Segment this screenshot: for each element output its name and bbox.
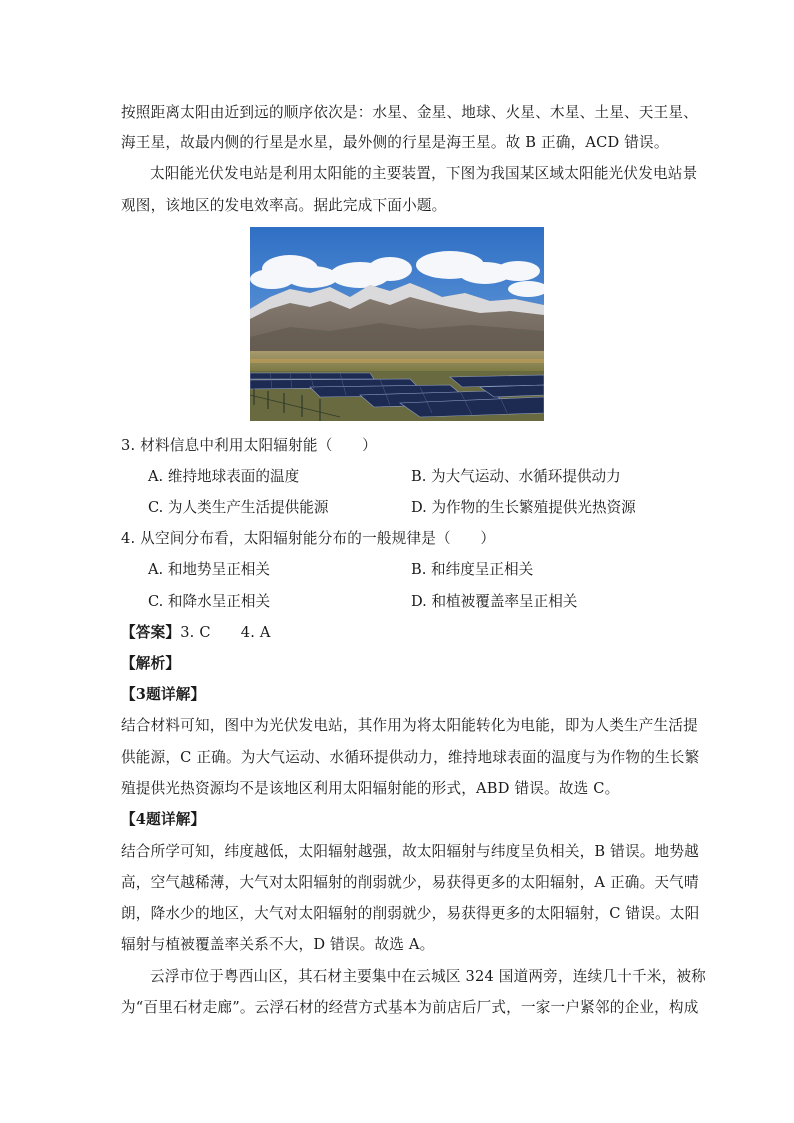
- question-3-stem: 3. 材料信息中利用太阳辐射能（ ）: [121, 437, 377, 454]
- paragraph-line: 海王星，故最内侧的行星是水星，最外侧的行星是海王星。故 B 正确，ACD 错误。: [121, 134, 669, 151]
- q3-analysis-title: 【3题详解】: [121, 686, 206, 703]
- solar-station-photo: [250, 227, 544, 421]
- paragraph-line: 太阳能光伏发电站是利用太阳能的主要装置，下图为我国某区域太阳能光伏发电站景: [150, 165, 698, 182]
- q4-analysis-title: 【4题详解】: [121, 811, 206, 828]
- paragraph-line: 为“百里石材走廊”。云浮石材的经营方式基本为前店后厂式，一家一户紧邻的企业，构成: [121, 999, 699, 1016]
- q3-option-a: A. 维持地球表面的温度: [148, 468, 300, 485]
- paragraph-line: 辐射与植被覆盖率关系不大，D 错误。故选 A。: [121, 936, 435, 953]
- paragraph-line: 云浮市位于粤西山区，其石材主要集中在云城区 324 国道两旁，连续几十千米，被称: [150, 968, 706, 985]
- q4-option-a: A. 和地势呈正相关: [148, 561, 270, 578]
- paragraph-line: 结合所学可知，纬度越低，太阳辐射越强，故太阳辐射与纬度呈负相关，B 错误。地势越: [121, 843, 699, 860]
- paragraph-line: 殖提供光热资源均不是该地区利用太阳辐射能的形式，ABD 错误。故选 C。: [121, 780, 620, 797]
- paragraph-line: 结合材料可知，图中为光伏发电站，其作用为将太阳能转化为电能，即为人类生产生活提: [121, 717, 698, 734]
- paragraph-line: 观图，该地区的发电效率高。据此完成下面小题。: [121, 197, 447, 214]
- paragraph-line: 按照距离太阳由近到远的顺序依次是：水星、金星、地球、火星、木星、土星、天王星、: [121, 104, 698, 121]
- q3-option-d: D. 为作物的生长繁殖提供光热资源: [411, 499, 636, 516]
- paragraph-line: 供能源，C 正确。为大气运动、水循环提供动力，维持地球表面的温度与为作物的生长繁: [121, 749, 700, 766]
- answer-3: 3. C: [180, 624, 211, 641]
- paragraph-line: 朗，降水少的地区，大气对太阳辐射的削弱就少，易获得更多的太阳辐射，C 错误。太阳: [121, 905, 700, 922]
- paragraph-line: 高，空气越稀薄，大气对太阳辐射的削弱就少，易获得更多的太阳辐射，A 正确。天气晴: [121, 874, 699, 891]
- question-4-stem: 4. 从空间分布看，太阳辐射能分布的一般规律是（ ）: [121, 530, 496, 547]
- answer-label: 【答案】: [121, 624, 181, 641]
- analysis-label: 【解析】: [121, 655, 181, 672]
- q4-option-d: D. 和植被覆盖率呈正相关: [411, 593, 578, 610]
- q4-option-c: C. 和降水呈正相关: [148, 593, 271, 610]
- q3-option-b: B. 为大气运动、水循环提供动力: [411, 468, 621, 485]
- q3-option-c: C. 为人类生产生活提供能源: [148, 499, 329, 516]
- answer-4: 4. A: [240, 624, 271, 641]
- q4-option-b: B. 和纬度呈正相关: [411, 561, 534, 578]
- answer-line: [121, 623, 271, 643]
